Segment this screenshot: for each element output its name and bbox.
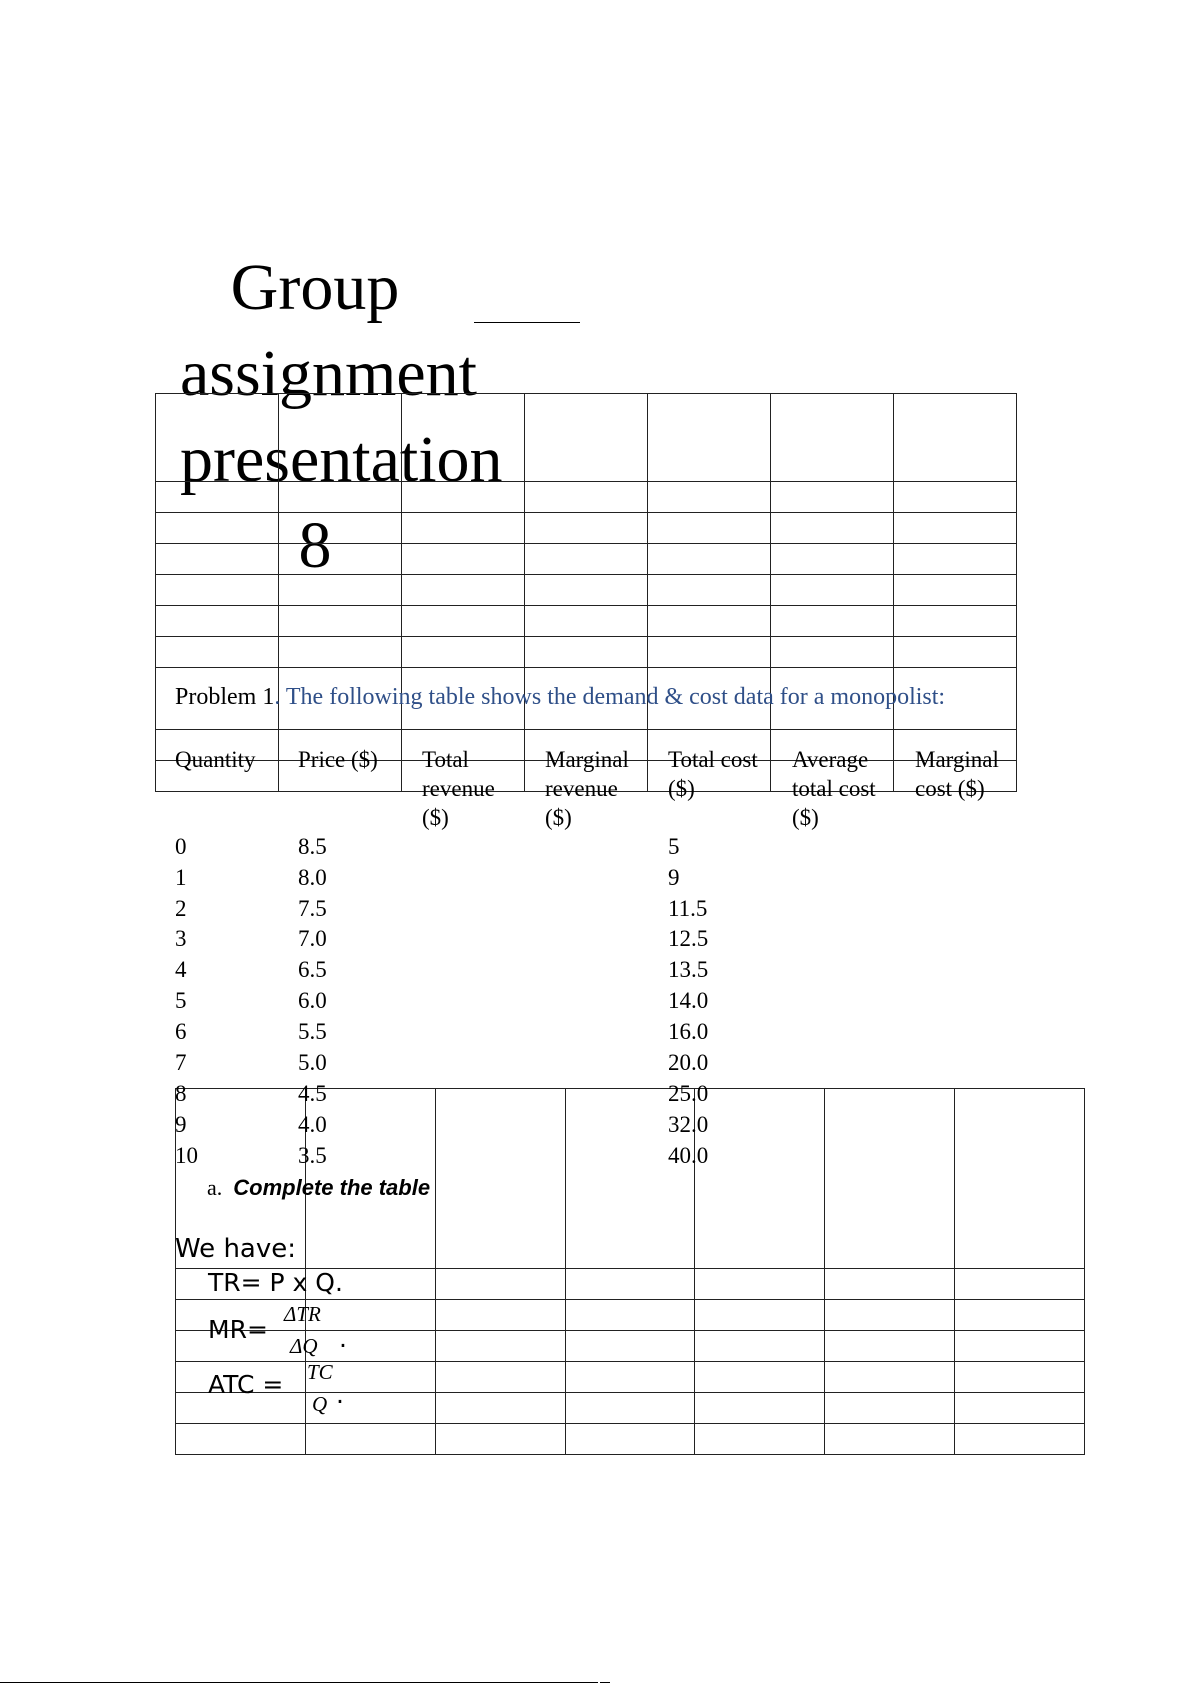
upper-grid [155,393,1017,792]
footer-rule [0,1682,598,1683]
row-quantity: 9 [175,1112,187,1137]
row-price: 7.5 [298,896,327,921]
row-total-cost: 9 [668,865,680,890]
atc-label: ATC = [208,1370,284,1399]
row-price: 6.0 [298,988,327,1013]
mr-denominator: ΔQ [290,1334,318,1358]
mr-period: . [339,1324,347,1353]
header-price: Price ($) [298,747,378,772]
row-quantity: 3 [175,926,187,951]
row-quantity: 0 [175,834,187,859]
row-price: 5.5 [298,1019,327,1044]
row-price: 4.0 [298,1112,327,1137]
footer-rule-end [600,1682,610,1683]
row-total-cost: 40.0 [668,1143,709,1168]
row-quantity: 6 [175,1019,187,1044]
row-quantity: 2 [175,896,187,921]
row-total-cost: 5 [668,834,680,859]
page-title: Group assignment presentation 8 [180,251,503,582]
row-total-cost: 12.5 [668,926,709,951]
row-quantity: 5 [175,988,187,1013]
atc-period: . [336,1380,344,1409]
row-total-cost: 14.0 [668,988,709,1013]
problem-lead: Problem 1 [175,684,275,710]
row-price: 8.5 [298,834,327,859]
row-total-cost: 11.5 [668,896,708,921]
row-quantity: 1 [175,865,187,890]
row-price: 3.5 [298,1143,327,1168]
title-underline [474,322,580,323]
row-price: 6.5 [298,957,327,982]
row-price: 5.0 [298,1050,327,1075]
header-average-total-cost: Average total cost ($) [792,747,876,830]
row-quantity: 10 [175,1143,198,1168]
row-quantity: 4 [175,957,187,982]
header-marginal-revenue: Marginal revenue ($) [545,747,629,830]
row-quantity: 8 [175,1081,187,1106]
row-quantity: 7 [175,1050,187,1075]
sub-question-a [207,1175,430,1201]
mr-numerator: ΔTR [284,1302,321,1326]
header-total-cost: Total cost ($) [668,747,758,801]
sub-a-text: Complete the table [233,1175,431,1200]
tr-formula: TR= P x Q. [208,1268,343,1297]
we-have-label: We have: [175,1234,296,1264]
header-total-revenue: Total revenue ($) [422,747,495,830]
row-total-cost: 16.0 [668,1019,709,1044]
problem-statement [175,684,945,711]
atc-numerator: TC [307,1360,333,1384]
row-total-cost: 13.5 [668,957,709,982]
row-price: 7.0 [298,926,327,951]
row-price: 4.5 [298,1081,327,1106]
sub-a-label: a. [207,1175,223,1200]
row-total-cost: 25.0 [668,1081,709,1106]
problem-text: . The following table shows the demand & cost data for a monopolist: [274,684,946,710]
row-price: 8.0 [298,865,327,890]
header-quantity: Quantity [175,747,256,772]
mr-label: MR= [208,1315,268,1344]
atc-denominator: Q [312,1392,328,1416]
row-total-cost: 32.0 [668,1112,709,1137]
header-marginal-cost: Marginal cost ($) [915,747,999,801]
row-total-cost: 20.0 [668,1050,709,1075]
